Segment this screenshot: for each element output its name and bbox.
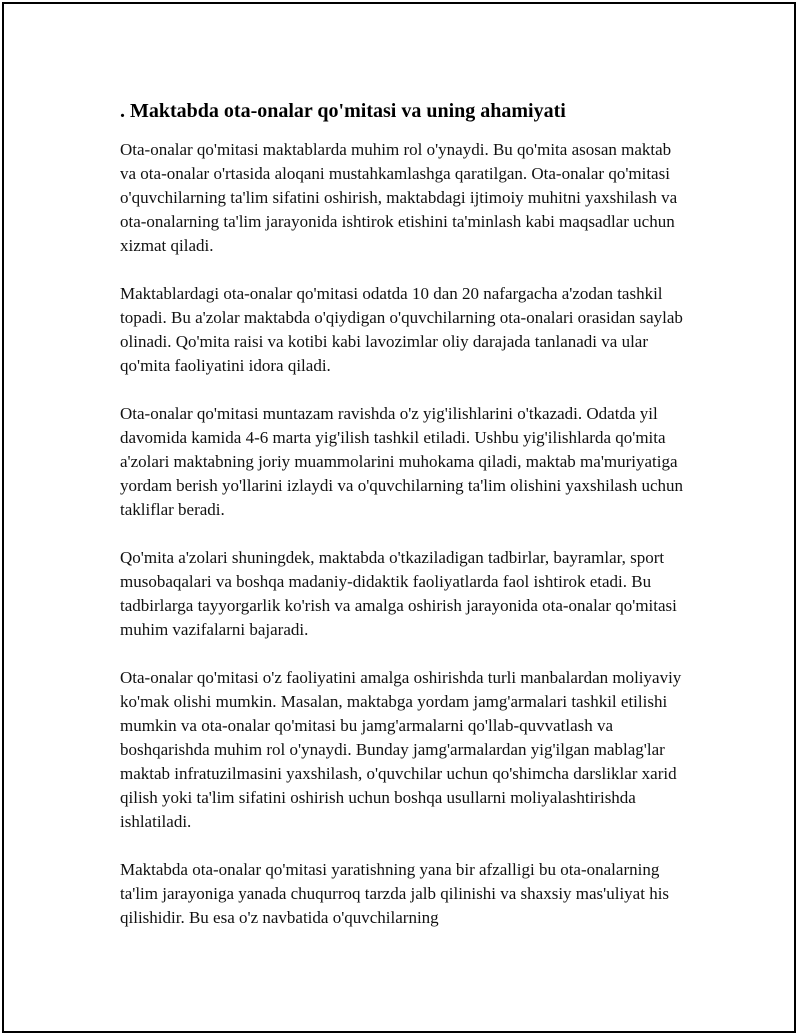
paragraph-1: Ota-onalar qo'mitasi maktablarda muhim rol o'ynaydi. Bu qo'mita asosan maktab va ota-onalar o'rtasida aloqani mustahkamlashga qaratilgan. Ota-onalar qo'mitasi o'quvchilarning ta'lim sifatini oshirish, maktabdagi ijtimoiy muhitni yaxshilash va ota-onalarning ta'lim jarayonida ishtirok etishini ta'minlash kabi maqsadlar uchun xizmat qiladi. [120,140,678,255]
page-frame [2,2,796,1033]
paragraph-2: Maktablardagi ota-onalar qo'mitasi odatda 10 dan 20 nafargacha a'zodan tashkil topadi. Bu a'zolar maktabda o'qiydigan o'quvchilarning ota-onalari orasidan saylab olinadi. Qo'mita raisi va kotibi kabi lavozimlar oliy darajada tanlanadi va ular qo'mita faoliyatini idora qiladi. [120,284,683,375]
page-content [120,98,685,954]
document-title: . Maktabda ota-onalar qo'mitasi va uning ahamiyati [120,100,566,122]
paragraph-3: Ota-onalar qo'mitasi muntazam ravishda o'z yig'ilishlarini o'tkazadi. Odatda yil davomida kamida 4-6 marta yig'ilish tashkil etiladi. Ushbu yig'ilishlarda qo'mita a'zolari maktabning joriy muammolarini muhokama qiladi, maktab ma'muriyatiga yordam berish yo'llarini izlaydi va o'quvchilarning ta'lim olishini yaxshilash uchun takliflar beradi. [120,404,684,519]
paragraph-6: Maktabda ota-onalar qo'mitasi yaratishning yana bir afzalligi bu ota-onalarning ta'lim jarayoniga yanada chuqurroq tarzda jalb qilinishi va shaxsiy mas'uliyat his qilishidir. Bu esa o'z navbatida o'quvchilarning [120,860,670,927]
paragraph-4: Qo'mita a'zolari shuningdek, maktabda o'tkaziladigan tadbirlar, bayramlar, sport musobaqalari va boshqa madaniy-didaktik faoliyatlarda faol ishtirok etadi. Bu tadbirlarga tayyorgarlik ko'rish va amalga oshirish jarayonida ota-onalar qo'mitasi muhim vazifalarni bajaradi. [120,548,677,639]
paragraph-5: Ota-onalar qo'mitasi o'z faoliyatini amalga oshirishda turli manbalardan moliyaviy ko'mak olishi mumkin. Masalan, maktabga yordam jamg'armalari tashkil etilishi mumkin va ota-onalar qo'mitasi bu jamg'armalarni qo'llab-quvvatlash va boshqarishda muhim rol o'ynaydi. Bunday jamg'armalardan yig'ilgan mablag'lar maktab infratuzilmasini yaxshilash, o'quvchilar uchun qo'shimcha darsliklar xarid qilish yoki ta'lim sifatini oshirish uchun boshqa usullarni moliyalashtirishda ishlatiladi. [120,668,682,831]
